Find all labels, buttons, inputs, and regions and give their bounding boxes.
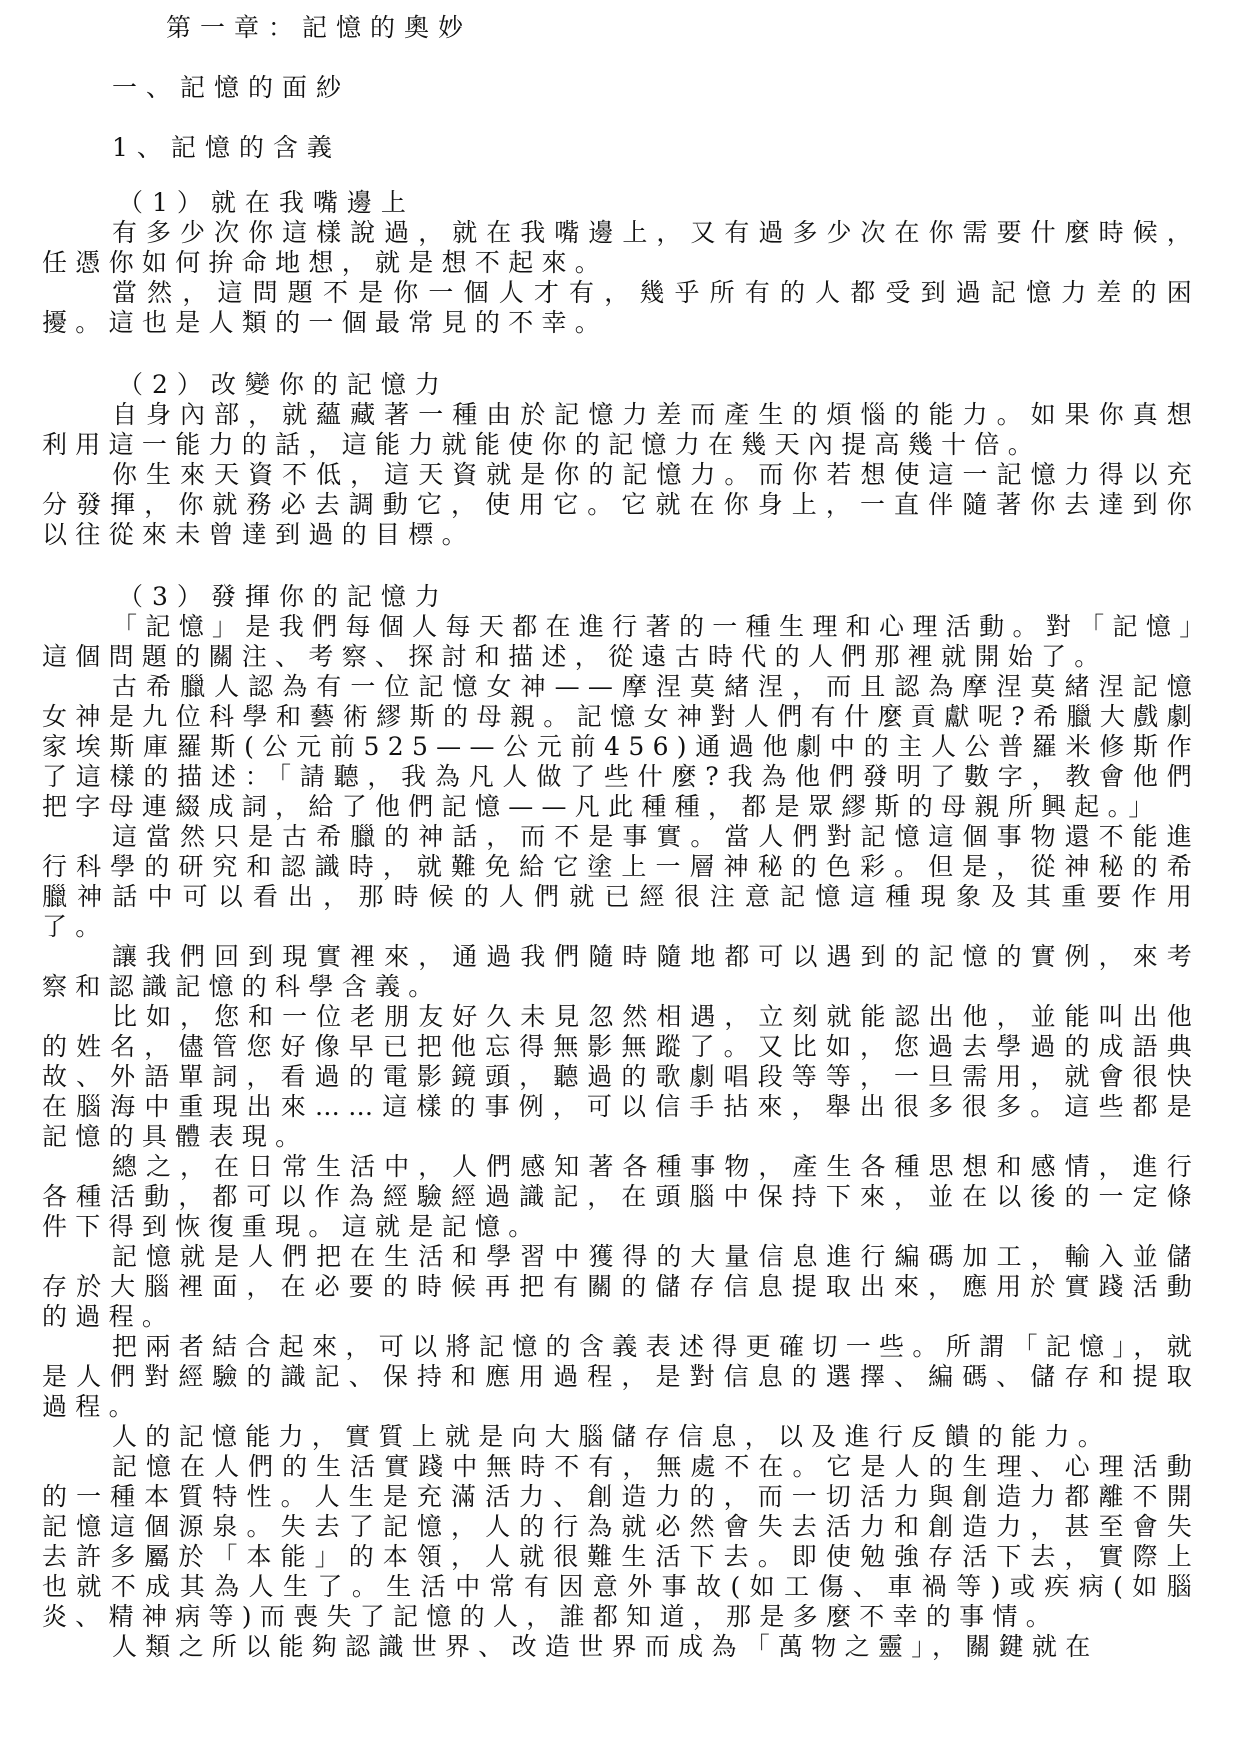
section-heading: （2）改變你的記憶力 (118, 370, 449, 399)
paragraph: 你生來天資不低，這天資就是你的記憶力。而你若想使這一記憶力得以充分發揮，你就務必去調動它，使用它。它就在你身上，一直伴隨著你去達到你以往從來未曾達到過的目標。 (42, 460, 1200, 549)
paragraph: 記憶在人們的生活實踐中無時不有，無處不在。它是人的生理、心理活動的一種本質特性。人生是充滿活力、創造力的，而一切活力與創造力都離不開記憶這個源泉。失去了記憶，人的行為就必然會失去活力和創造力，甚至會失去許多屬於「本能」的本領，人就很難生活下去。即使勉強存活下去，實際上也就不成其為人生了。生活中常有因意外事故(如工傷、車禍等)或疾病(如腦炎、精神病等)而喪失了記憶的人，誰都知道，那是多麼不幸的事情。 (42, 1452, 1200, 1631)
paragraph: 有多少次你這樣說過，就在我嘴邊上，又有過多少次在你需要什麼時候，任憑你如何拚命地想，就是想不起來。 (42, 218, 1200, 277)
paragraph: 人類之所以能夠認識世界、改造世界而成為「萬物之靈」，關鍵就在 (112, 1632, 1099, 1661)
chapter-title: 第一章：記憶的奧妙 (166, 13, 473, 42)
paragraph: 「記憶」是我們每個人每天都在進行著的一種生理和心理活動。對「記憶」這個問題的關注、考察、探討和描述，從遠古時代的人們那裡就開始了。 (42, 612, 1200, 671)
section-heading: （3）發揮你的記憶力 (118, 582, 449, 611)
subsection-title: 1、記憶的含義 (112, 133, 341, 162)
paragraph: 總之，在日常生活中，人們感知著各種事物，產生各種思想和感情，進行各種活動，都可以作為經驗經過識記，在頭腦中保持下來，並在以後的一定條件下得到恢復重現。這就是記憶。 (42, 1152, 1200, 1241)
section-block (42, 582, 1200, 1662)
section-title: 一、記憶的面紗 (112, 73, 351, 102)
paragraph: 記憶就是人們把在生活和學習中獲得的大量信息進行編碼加工，輸入並儲存於大腦裡面，在必要的時候再把有關的儲存信息提取出來，應用於實踐活動的過程。 (42, 1242, 1200, 1331)
section-block (42, 370, 1200, 550)
paragraph: 讓我們回到現實裡來，通過我們隨時隨地都可以遇到的記憶的實例，來考察和認識記憶的科學含義。 (42, 942, 1200, 1001)
section-block (42, 188, 1200, 338)
paragraph: 這當然只是古希臘的神話，而不是事實。當人們對記憶這個事物還不能進行科學的研究和認識時，就難免給它塗上一層神秘的色彩。但是，從神秘的希臘神話中可以看出，那時候的人們就已經很注意記憶這種現象及其重要作用了。 (42, 822, 1200, 941)
paragraph: 比如，您和一位老朋友好久未見忽然相遇，立刻就能認出他，並能叫出他的姓名，儘管您好像早已把他忘得無影無蹤了。又比如，您過去學過的成語典故、外語單詞，看過的電影鏡頭，聽過的歌劇唱段等等，一旦需用，就會很快在腦海中重現出來……這樣的事例，可以信手拈來，舉出很多很多。這些都是記憶的具體表現。 (42, 1002, 1200, 1151)
paragraph: 古希臘人認為有一位記憶女神——摩涅莫緒涅，而且認為摩涅莫緒涅記憶女神是九位科學和藝術繆斯的母親。記憶女神對人們有什麼貢獻呢?希臘大戲劇家埃斯庫羅斯(公元前525——公元前456)通過他劇中的主人公普羅米修斯作了這樣的描述：「請聽，我為凡人做了些什麼?我為他們發明了數字，教會他們把字母連綴成詞，給了他們記憶——凡此種種，都是眾繆斯的母親所興起。」 (42, 672, 1200, 821)
paragraph: 把兩者結合起來，可以將記憶的含義表述得更確切一些。所謂「記憶」，就是人們對經驗的識記、保持和應用過程，是對信息的選擇、編碼、儲存和提取過程。 (42, 1332, 1200, 1421)
paragraph: 自身內部，就蘊藏著一種由於記憶力差而產生的煩惱的能力。如果你真想利用這一能力的話，這能力就能使你的記憶力在幾天內提高幾十倍。 (42, 400, 1200, 459)
section-heading: （1）就在我嘴邊上 (118, 188, 415, 217)
paragraph: 當然，這問題不是你一個人才有，幾乎所有的人都受到過記憶力差的困擾。這也是人類的一個最常見的不幸。 (42, 278, 1200, 337)
paragraph: 人的記憶能力，實質上就是向大腦儲存信息，以及進行反饋的能力。 (112, 1422, 1112, 1451)
